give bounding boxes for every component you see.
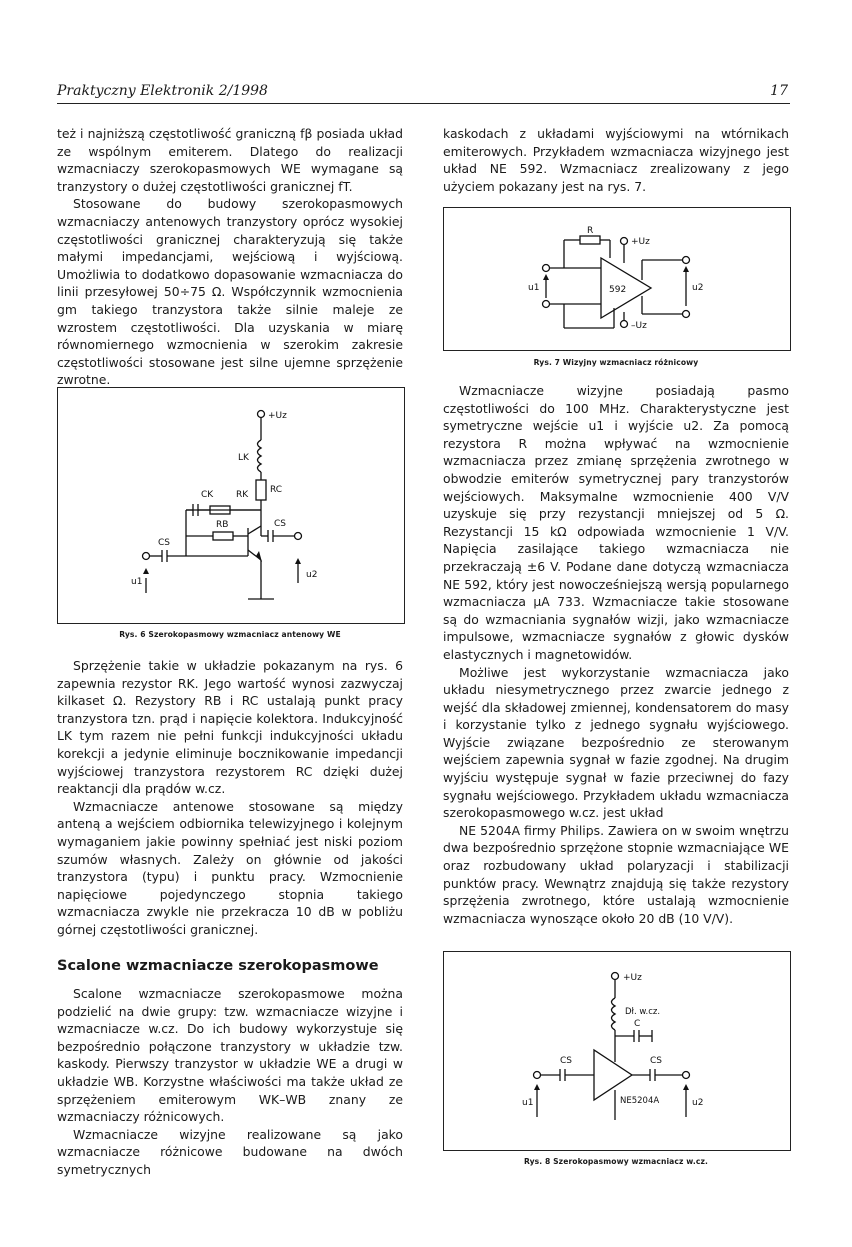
fig6-label-lk: LK — [238, 453, 249, 463]
page-number: 17 — [770, 83, 788, 99]
fig6-label-vcc: +Uz — [268, 411, 287, 421]
fig7-label-u2: u2 — [692, 283, 704, 293]
fig8-label-u1: u1 — [522, 1098, 534, 1108]
fig6-label-cs-in: CS — [158, 538, 170, 548]
paragraph: Wzmacniacze wizyjne realizowane są jako wzmacniacze różnicowe budowane na dwóch symetrycznych — [57, 1126, 403, 1177]
fig7-label-chip: 592 — [609, 285, 627, 295]
fig7-label-u1: u1 — [528, 283, 540, 293]
fig8-label-u2: u2 — [692, 1098, 704, 1108]
paragraph: Scalone wzmacniacze szerokopasmowe można podzielić na dwie grupy: tzw. wzmacniacze wizyjne i wzmacniacze w.cz. Do ich budowy wykorzystuje się bezpośrednio połączone tranzystory w układzie tzw. kaskody. Pierwszy tranzystor w układzie WE a drugi w układzie WB. Korzystne właściwości ma także układ ze sprzężeniem emiterowym WK–WB znany ze wzmacniaczy różnicowych. — [57, 986, 403, 1125]
figure-7-schematic — [444, 208, 790, 350]
fig6-label-cs-out: CS — [274, 519, 286, 529]
left-column-top — [57, 125, 403, 389]
fig8-label-vcc: +Uz — [623, 973, 642, 983]
journal-title: Praktyczny Elektronik 2/1998 — [57, 83, 268, 99]
fig7-label-vee: –Uz — [631, 321, 647, 331]
figure-7-caption: Rys. 7 Wizyjny wzmacniacz różnicowy — [533, 358, 699, 367]
fig8-label-cs-out: CS — [650, 1056, 662, 1066]
fig8-label-chip: NE5204A — [620, 1096, 660, 1106]
figure-8-caption: Rys. 8 Szerokopasmowy wzmacniacz w.cz. — [523, 1157, 708, 1166]
fig8-label-cs-in: CS — [560, 1056, 572, 1066]
fig8-label-dl: Dł. w.cz. — [625, 1007, 661, 1017]
figure-7 — [443, 207, 791, 351]
fig7-label-vcc: +Uz — [631, 237, 650, 247]
left-column-mid — [57, 657, 403, 939]
fig6-label-rk: RK — [236, 490, 249, 500]
figure-8 — [443, 951, 791, 1151]
fig7-label-r: R — [587, 226, 594, 236]
right-column-top — [443, 125, 789, 195]
paragraph: NE 5204A firmy Philips. Zawiera on w swoim wnętrzu dwa bezpośrednio sprzężone stopnie wzmacniające WE oraz rozbudowany układ polaryzacji i stabilizacji punktów pracy. Wewnątrz znajdują się także rezystory sprzężenia zwrotnego, które ustalają wzmocnienie wzmacniacza wynoszące około 20 dB (10 V/V). — [443, 822, 789, 926]
left-column-bottom — [57, 985, 403, 1179]
paragraph: Wzmacniacze antenowe stosowane są między anteną a wejściem odbiornika telewizyjnego i kolejnym wymaganiem jakie powinny spełniać jest niski poziom szumów własnych. Zależy on głównie od jakości tranzystora (typu) i punktu pracy. Wzmocnienie napięciowe pojedynczego stopnia takiego wzmacniacza zwykle nie przekracza 10 dB w pobliżu górnej częstotliwości granicznej. — [57, 798, 403, 937]
fig6-label-u2: u2 — [306, 570, 318, 580]
running-header — [57, 81, 790, 104]
section-heading: Scalone wzmacniacze szerokopasmowe — [57, 958, 379, 974]
fig6-label-rc: RC — [270, 485, 283, 495]
paragraph: Stosowane do budowy szerokopasmowych wzmacniaczy antenowych tranzystory oprócz wysokiej częstotliwości granicznej charakteryzują się także małymi impedancjami, wejściową i wyjściową. Umożliwia to dodatkowo dopasowanie wzmacniacza do linii przesyłowej 50÷75 Ω. Współczynnik wzmocnienia gm takiego tranzystora także silnie maleje ze wzrostem częstotliwości. Dla uzyskania w miarę równomiernego wzmocnienia w szerokim zakresie częstotliwości stosowane jest silne ujemne sprzężenie zwrotne. — [57, 196, 403, 388]
figure-6-caption: Rys. 6 Szerokopasmowy wzmacniacz antenowy WE — [119, 630, 341, 639]
fig8-label-c: C — [634, 1019, 641, 1029]
fig6-label-rb: RB — [216, 520, 229, 530]
figure-6 — [57, 387, 405, 624]
figure-6-schematic — [58, 388, 404, 623]
fig6-label-ck: CK — [201, 490, 214, 500]
paragraph: Wzmacniacze wizyjne posiadają pasmo częstotliwości do 100 MHz. Charakterystyczne jest symetryczne wejście u1 i wyjście u2. Za pomocą rezystora R można wpływać na wzmocnienie wzmacniacza przez zmianę sprzężenia zwrotnego w obwodzie emiterów symetrycznej pary tranzystorów wejściowych. Maksymalne wzmocnienie 400 V/V uzyskuje się przy rezystancji mniejszej od 5 Ω. Rezystancji 15 kΩ odpowiada wzmocnienie 1 V/V. Napięcia zasilające takiego wzmacniacza nie przekraczają ±6 V. Podane dane dotyczą wzmacniacza NE 592, który jest nowocześniejszą wersją popularnego wzmacniacza µA 733. Wzmacniacze takie stosowane są do wzmacniania sygnałów wizji, jako wzmacniacze impulsowe, wzmacniacze sygnałów z głowic dysków elastycznych i magnetowidów. — [443, 383, 789, 662]
paragraph: też i najniższą częstotliwość graniczną fβ posiada układ ze wspólnym emiterem. Dlatego do realizacji wzmacniaczy szerokopasmowych WE wymagane są tranzystory o dużej częstotliwości granicznej fT. — [57, 126, 403, 194]
paragraph: Sprzężenie takie w układzie pokazanym na rys. 6 zapewnia rezystor RK. Jego wartość wynosi zazwyczaj kilkaset Ω. Rezystory RB i RC ustalają punkt pracy tranzystora tzn. prąd i napięcie kolektora. Indukcyjność LK tym razem nie pełni funkcji indukcyjności układu korekcji a jedynie eliminuje bocznikowanie impedancji wyjściowej tranzystora rezystorem RC dzięki dużej reaktancji dla prądów w.cz. — [57, 658, 403, 797]
fig6-label-u1: u1 — [131, 577, 143, 587]
right-column-mid — [443, 382, 789, 927]
paragraph: kaskodach z układami wyjściowymi na wtórnikach emiterowych. Przykładem wzmacniacza wizyjnego jest układ NE 592. Wzmacniacz zrealizowany z jego użyciem pokazany jest na rys. 7. — [443, 126, 789, 194]
figure-8-schematic — [444, 952, 790, 1150]
paragraph: Możliwe jest wykorzystanie wzmacniacza jako układu niesymetrycznego przez zwarcie jednego z wejść dla składowej zmiennej, kondensatorem do masy i korzystanie tylko z jednego sygnału wyjściowego. Wyjście związane bezpośrednio ze sterowanym wejściem zapewnia sygnał w fazie zgodnej. Na drugim wyjściu występuje sygnał w fazie przeciwnej do fazy sygnału wejściowego. Przykładem układu wzmacniacza szerokopasmowego w.cz. jest układ — [443, 664, 789, 821]
